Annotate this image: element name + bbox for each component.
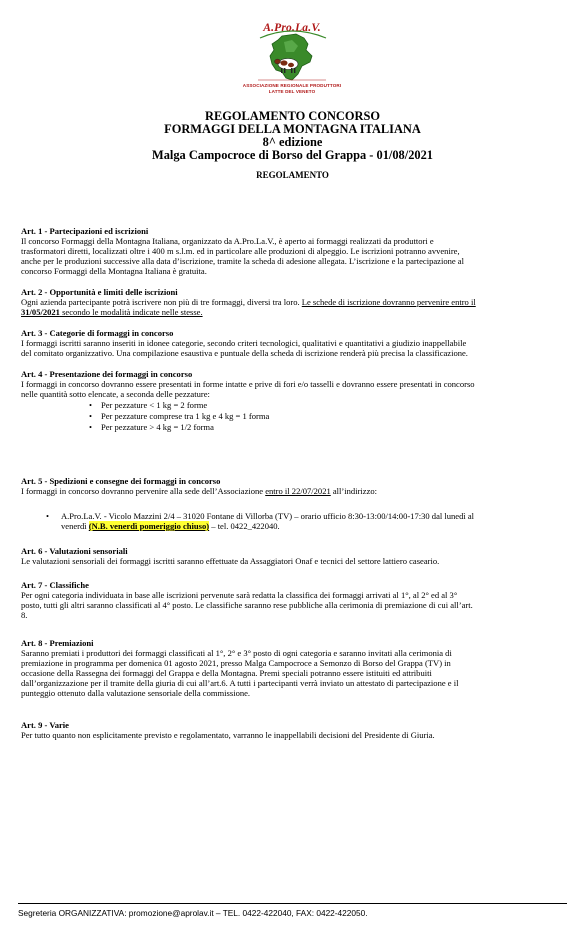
art5-address-days: venerdì	[61, 521, 89, 531]
art1-line4: concorso Formaggi della Montagna Italiana è gratuita.	[21, 266, 207, 276]
art8-line3: occasione della Rassegna dei formaggi del Grappa e della Montagna. Premi speciali potranno essere istituiti ed attribuiti	[21, 668, 432, 678]
art8-line4: dall’organizzazione per il tramite della giuria di cui all’art.6. A tutti i partecipanti verrà inviato un attestato di partecipazione e il	[21, 678, 459, 688]
aprolav-logo	[222, 22, 362, 98]
art1-line2: trasformatori diretti, localizzati oltre i 400 m s.l.m. ed in particolare alle produzioni di alpeggio. Le iscrizioni potranno avvenire,	[21, 246, 460, 256]
art1-line3: anche per le produzioni successive alla data d’iscrizione, tramite la scheda di adesione allegata. L’iscrizione e la partecipazione al	[21, 256, 464, 266]
art1-title: Art. 1 - Partecipazioni ed iscrizioni	[21, 226, 149, 236]
bullet-icon: •	[89, 400, 92, 410]
art5-friday-note: (N.B. venerdì pomeriggio chiuso)	[88, 521, 210, 531]
art5-address-line2	[61, 521, 566, 531]
art8-line5: punteggio ottenuto dalla valutazione sensoriale della commissione.	[21, 688, 251, 698]
doc-title-line2: FORMAGGI DELLA MONTAGNA ITALIANA	[164, 122, 421, 136]
logo-subtitle-association: ASSOCIAZIONE REGIONALE PRODUTTORI	[242, 83, 342, 88]
doc-edition: 8^ edizione	[262, 135, 323, 149]
art5-phone: – tel. 0422_422040.	[209, 521, 280, 531]
footer-divider	[18, 903, 567, 904]
art2-deadline-note: Le schede di iscrizione dovranno pervenire entro il	[301, 297, 476, 307]
doc-venue-date: Malga Campocroce di Borso del Grappa - 01/08/2021	[152, 148, 433, 162]
art2-line1	[21, 297, 566, 307]
logo-subtitle-region: LATTE DEL VENETO	[268, 89, 316, 94]
art5-line1-end: all’indirizzo:	[330, 486, 378, 496]
bullet-icon: •	[89, 411, 92, 421]
art2-line2-text: secondo le modalità indicate nelle stesse.	[59, 307, 203, 317]
art4-title: Art. 4 - Presentazione dei formaggi in concorso	[21, 369, 193, 379]
art5-line1	[21, 486, 566, 496]
bullet-icon: •	[46, 511, 49, 521]
art5-title: Art. 5 - Spedizioni e consegne dei formaggi in concorso	[21, 476, 221, 486]
art5-address-line1: A.Pro.La.V. - Vicolo Mazzini 2/4 – 31020 Fontane di Villorba (TV) – orario ufficio 8:30-13:00/14:00-17:30 dal lunedì al	[61, 511, 475, 521]
art2-title: Art. 2 - Opportunità e limiti delle iscrizioni	[21, 287, 178, 297]
art4-item-1: Per pezzature < 1 kg = 2 forme	[101, 400, 208, 410]
art4-item-3: Per pezzature > 4 kg = 1/2 forma	[101, 422, 214, 432]
art9-title: Art. 9 - Varie	[21, 720, 69, 730]
art7-title: Art. 7 - Classifiche	[21, 580, 89, 590]
art6-line1: Le valutazioni sensoriali dei formaggi iscritti saranno effettuate da Assaggiatori Onaf e tecnici del settore lattiero caseario.	[21, 556, 440, 566]
art7-line1: Per ogni categoria individuata in base alle iscrizioni pervenute sarà redatta la classifica dei formaggi arrivati al 1°, al 2° ed al 3°	[21, 590, 458, 600]
art9-line1: Per tutto quanto non esplicitamente previsto e regolamentato, varranno le inappellabili decisioni del Presidente di Giuria.	[21, 730, 435, 740]
art5-line1-text: I formaggi in concorso dovranno pervenire alla sede dell’Associazione	[21, 486, 266, 496]
art8-title: Art. 8 - Premiazioni	[21, 638, 94, 648]
art8-line1: Saranno premiati i produttori dei formaggi classificati al 1°, 2° e 3° posto di ogni categoria e saranno invitati alla cerimonia di	[21, 648, 452, 658]
art7-line3: 8.	[21, 610, 28, 620]
art3-line1: I formaggi iscritti saranno inseriti in idonee categorie, secondo criteri tecnologici, qualitativi e quantitativi a giudizio inappellabile	[21, 338, 467, 348]
art4-item-2: Per pezzature comprese tra 1 kg e 4 kg = 1 forma	[101, 411, 270, 421]
art4-line2: nelle quantità sotto elencate, a seconda delle pezzature:	[21, 389, 210, 399]
logo-title: A.Pro.La.V.	[263, 22, 321, 34]
art6-title: Art. 6 - Valutazioni sensoriali	[21, 546, 128, 556]
art2-line2	[21, 307, 566, 317]
art2-deadline-date: 31/05/2021	[21, 307, 60, 317]
art5-deadline: entro il 22/07/2021	[265, 486, 331, 496]
art7-line2: posto, tutti gli altri saranno classificati al 4° posto. Le classifiche saranno rese pubbliche alla cerimonia di premiazione di cui all’art.	[21, 600, 473, 610]
art2-line1-text: Ogni azienda partecipante potrà iscrivere non più di tre formaggi, diversi tra loro.	[21, 297, 302, 307]
doc-title-line1: REGOLAMENTO CONCORSO	[205, 109, 380, 123]
art4-line1: I formaggi in concorso dovranno essere presentati in forme intatte e prive di fori e/o tasselli e dovranno essere presentati in concorso	[21, 379, 475, 389]
art3-title: Art. 3 - Categorie di formaggi in concorso	[21, 328, 174, 338]
footer-contact: Segreteria ORGANIZZATIVA: promozione@aprolav.it – TEL. 0422-422040, FAX: 0422-422050.	[18, 908, 368, 918]
art3-line2: del comitato organizzativo. Una compilazione esaustiva e puntuale della scheda di iscrizione renderà più precisa la classificazione.	[21, 348, 468, 358]
bullet-icon: •	[89, 422, 92, 432]
art8-line2: premiazione in programma per domenica 01 agosto 2021, presso Malga Campocroce a Semonzo di Borso del Grappa (TV) in	[21, 658, 451, 668]
doc-subtitle: REGOLAMENTO	[256, 170, 329, 180]
art1-line1: Il concorso Formaggi della Montagna Italiana, organizzato da A.Pro.La.V., è aperto ai formaggi realizzati da produttori e	[21, 236, 434, 246]
